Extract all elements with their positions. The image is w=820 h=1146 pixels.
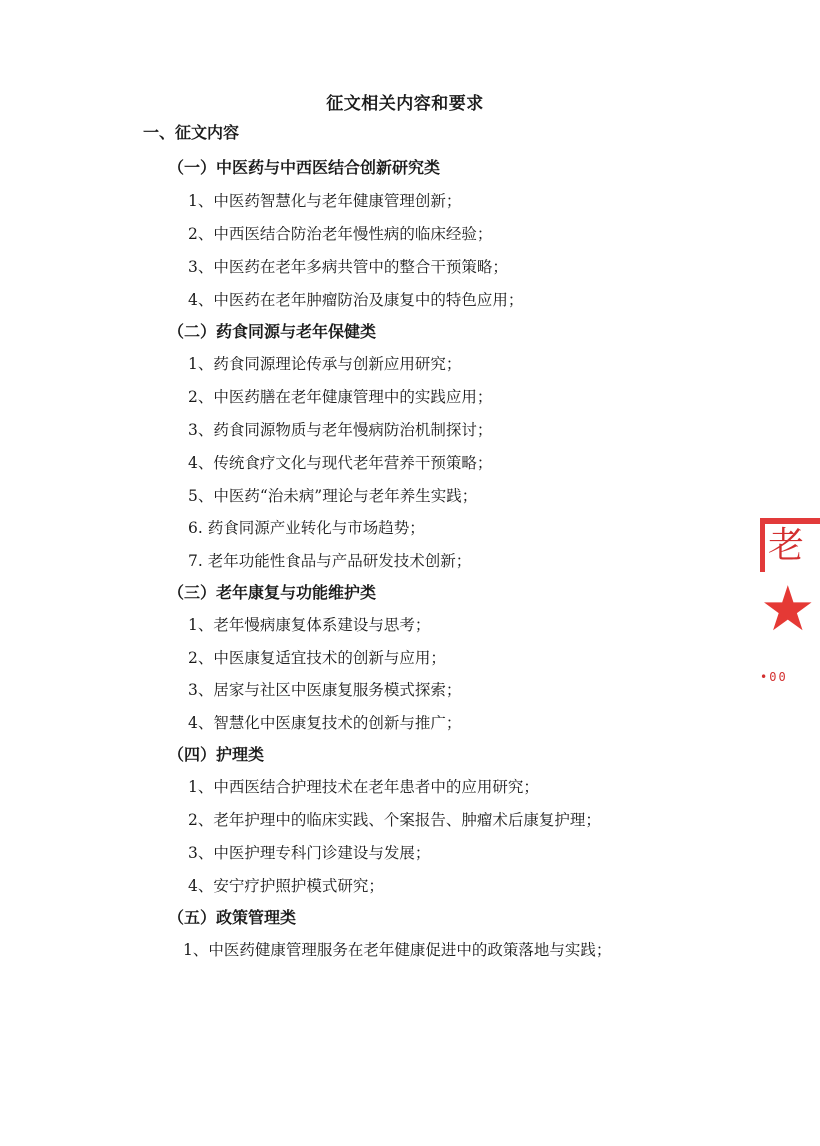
list-item: 4、安宁疗护照护模式研究； xyxy=(188,877,384,895)
list-item: 1、中医药智慧化与老年健康管理创新； xyxy=(188,192,462,210)
seal-character: 老 xyxy=(768,525,805,566)
official-seal-fragment xyxy=(752,518,816,698)
category-heading: （五）政策管理类 xyxy=(168,908,297,927)
list-item: 1、药食同源理论传承与创新应用研究； xyxy=(188,355,462,373)
document-title: 征文相关内容和要求 xyxy=(326,94,484,114)
star-icon: ★ xyxy=(760,572,816,645)
list-item: 2、中医康复适宜技术的创新与应用； xyxy=(188,649,446,667)
list-item: 2、中西医结合防治老年慢性病的临床经验； xyxy=(188,225,493,243)
list-item: 1、老年慢病康复体系建设与思考； xyxy=(188,616,431,634)
seal-border xyxy=(760,518,765,572)
seal-dots: •00 xyxy=(760,670,788,684)
list-item: 3、中医护理专科门诊建设与发展； xyxy=(188,844,431,862)
list-item: 5、中医药“治未病”理论与老年养生实践； xyxy=(188,487,478,505)
list-item: 1、中医药健康管理服务在老年健康促进中的政策落地与实践； xyxy=(183,941,612,959)
category-heading: （一）中医药与中西医结合创新研究类 xyxy=(168,158,441,177)
list-item: 3、药食同源物质与老年慢病防治机制探讨； xyxy=(188,421,493,439)
list-item: 2、中医药膳在老年健康管理中的实践应用； xyxy=(188,388,493,406)
list-item: 4、传统食疗文化与现代老年营养干预策略； xyxy=(188,454,493,472)
section-heading: 一、征文内容 xyxy=(143,123,240,142)
category-heading: （四）护理类 xyxy=(168,745,265,764)
list-item: 6. 药食同源产业转化与市场趋势； xyxy=(188,519,425,537)
list-item: 4、中医药在老年肿瘤防治及康复中的特色应用； xyxy=(188,291,524,309)
list-item: 3、中医药在老年多病共管中的整合干预策略； xyxy=(188,258,508,276)
list-item: 1、中西医结合护理技术在老年患者中的应用研究； xyxy=(188,778,539,796)
list-item: 2、老年护理中的临床实践、个案报告、肿瘤术后康复护理； xyxy=(188,811,601,829)
list-item: 4、智慧化中医康复技术的创新与推广； xyxy=(188,714,462,732)
category-heading: （二）药食同源与老年保健类 xyxy=(168,322,377,341)
list-item: 3、居家与社区中医康复服务模式探索； xyxy=(188,681,462,699)
category-heading: （三）老年康复与功能维护类 xyxy=(168,583,377,602)
seal-border xyxy=(760,518,820,524)
list-item: 7. 老年功能性食品与产品研发技术创新； xyxy=(188,552,472,570)
